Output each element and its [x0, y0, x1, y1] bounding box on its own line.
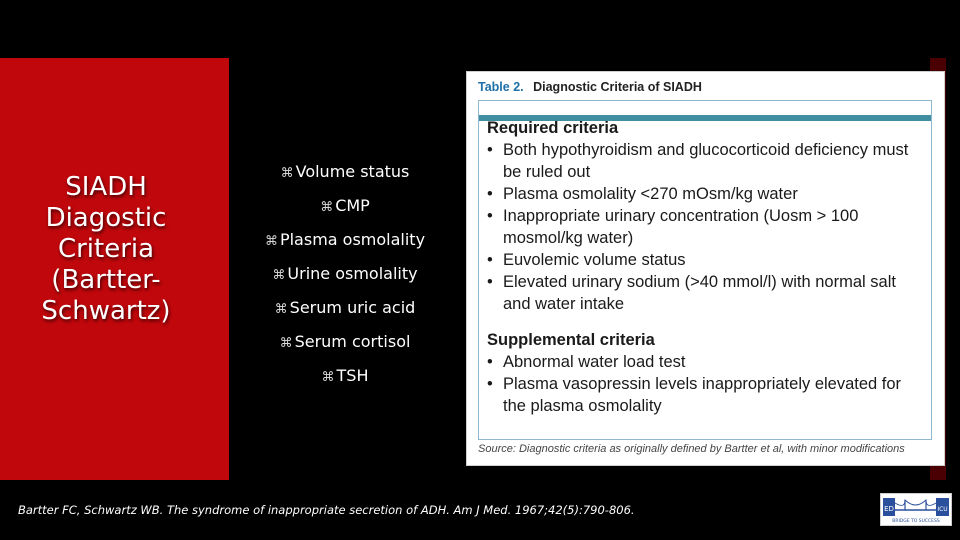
drop-icon: ⌘ [320, 200, 334, 215]
drop-icon: ⌘ [280, 166, 294, 181]
criterion-text: Elevated urinary sodium (>40 mmol/l) with normal salt and water intake [503, 273, 896, 313]
drop-icon: ⌘ [272, 268, 286, 283]
bullet-item [230, 294, 460, 328]
bridge-icon [881, 494, 951, 525]
bullet-list [230, 158, 460, 396]
bullet-item [230, 158, 460, 192]
bullet-item [230, 192, 460, 226]
bullet-dot-icon: • [487, 375, 493, 393]
required-heading: Required criteria [487, 119, 619, 137]
supplemental-heading: Supplemental criteria [487, 331, 655, 349]
criteria-table-image [466, 71, 945, 466]
bullet-dot-icon: • [487, 251, 493, 269]
table-number: Table 2. [478, 80, 524, 94]
logo-left-text: ED [884, 505, 894, 513]
bullet-item [230, 226, 460, 260]
title-line: SIADH [65, 172, 147, 202]
criterion-text: Euvolemic volume status [503, 251, 686, 269]
title-line: (Bartter- [51, 265, 161, 295]
bullet-text: Plasma osmolality [279, 230, 426, 249]
drop-icon: ⌘ [274, 302, 288, 317]
drop-icon: ⌘ [279, 336, 293, 351]
bullet-dot-icon: • [487, 141, 493, 159]
logo-tagline: BRIDGE TO SUCCESS [892, 519, 940, 524]
bridge-cable [895, 500, 936, 505]
bullet-item [230, 328, 460, 362]
bullet-dot-icon: • [487, 185, 493, 203]
criterion-text: Both hypothyroidism and glucocorticoid deficiency must be ruled out [503, 141, 909, 181]
supplemental-item [487, 373, 927, 417]
edicu-logo [880, 493, 952, 526]
table-caption [478, 80, 702, 94]
title-line: Diagostic [45, 203, 167, 233]
bullet-text: Volume status [295, 162, 410, 181]
bullet-dot-icon: • [487, 353, 493, 371]
bullet-item [230, 260, 460, 294]
logo-right-text: ICU [937, 506, 948, 513]
bullet-text: CMP [335, 196, 370, 215]
required-item [487, 183, 927, 205]
drop-icon: ⌘ [264, 234, 278, 249]
criterion-text: Plasma vasopressin levels inappropriately elevated for the plasma osmolality [503, 375, 902, 415]
drop-icon: ⌘ [321, 370, 335, 385]
bullet-dot-icon: • [487, 273, 493, 291]
bullet-text: Urine osmolality [287, 264, 418, 283]
bullet-text: Serum uric acid [289, 298, 416, 317]
table-title: Diagnostic Criteria of SIADH [533, 80, 702, 94]
required-item [487, 271, 927, 315]
bullet-text: Serum cortisol [294, 332, 411, 351]
bullet-item [230, 362, 460, 396]
required-item [487, 139, 927, 183]
bullet-text: TSH [336, 366, 369, 385]
criterion-text: Plasma osmolality <270 mOsm/kg water [503, 185, 798, 203]
table-frame [478, 100, 932, 440]
slide-title [0, 172, 212, 327]
required-item [487, 205, 927, 249]
title-line: Schwartz) [41, 296, 171, 326]
criterion-text: Abnormal water load test [503, 353, 686, 371]
table-source-note: Source: Diagnostic criteria as originally defined by Bartter et al, with minor modifications [478, 443, 905, 455]
required-item [487, 249, 927, 271]
title-line: Criteria [57, 234, 155, 264]
supplemental-item [487, 351, 927, 373]
criterion-text: Inappropriate urinary concentration (Uosm > 100 mosmol/kg water) [503, 207, 859, 247]
citation: Bartter FC, Schwartz WB. The syndrome of inappropriate secretion of ADH. Am J Med. 1967;42(5):790-806. [18, 503, 635, 517]
table-body [487, 117, 927, 417]
bullet-dot-icon: • [487, 207, 493, 225]
